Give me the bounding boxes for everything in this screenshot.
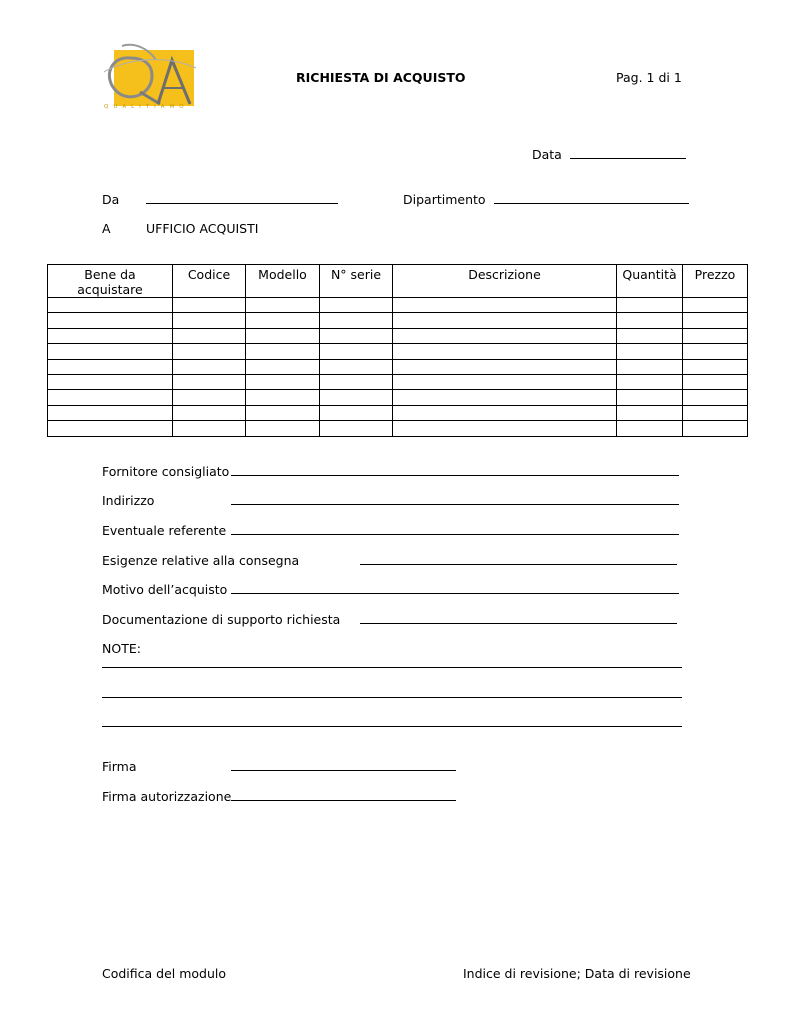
table-cell[interactable]	[320, 328, 393, 343]
table-cell[interactable]	[173, 421, 246, 436]
address-label: Indirizzo	[102, 493, 155, 508]
revision-info: Indice di revisione; Data di revisione	[463, 966, 691, 981]
table-cell[interactable]	[48, 344, 173, 359]
table-cell[interactable]	[617, 359, 683, 374]
table-cell[interactable]	[393, 313, 617, 328]
table-cell[interactable]	[246, 421, 320, 436]
department-field[interactable]	[403, 192, 689, 207]
address-field[interactable]	[231, 493, 679, 505]
column-header: Descrizione	[393, 265, 617, 298]
table-cell[interactable]	[393, 374, 617, 389]
table-header-row	[48, 265, 748, 298]
table-row	[48, 374, 748, 389]
table-cell[interactable]	[393, 405, 617, 420]
table-row	[48, 298, 748, 313]
signature-label: Firma	[102, 759, 137, 774]
table-cell[interactable]	[173, 359, 246, 374]
column-header: Codice	[173, 265, 246, 298]
table-cell[interactable]	[48, 328, 173, 343]
table-row	[48, 421, 748, 436]
table-cell[interactable]	[173, 374, 246, 389]
delivery-label: Esigenze relative alla consegna	[102, 553, 300, 568]
table-row	[48, 344, 748, 359]
table-cell[interactable]	[246, 374, 320, 389]
column-header: Prezzo	[683, 265, 748, 298]
table-cell[interactable]	[173, 328, 246, 343]
to-value: UFFICIO ACQUISTI	[146, 221, 259, 236]
table-cell[interactable]	[320, 405, 393, 420]
table-row	[48, 390, 748, 405]
table-cell[interactable]	[246, 313, 320, 328]
table-cell[interactable]	[48, 313, 173, 328]
table-cell[interactable]	[48, 359, 173, 374]
logo-subtext: QUALITIAMO	[104, 104, 189, 110]
table-cell[interactable]	[320, 313, 393, 328]
documentation-label: Documentazione di supporto richiesta	[102, 612, 341, 627]
table-cell[interactable]	[320, 298, 393, 313]
table-row	[48, 313, 748, 328]
table-cell[interactable]	[683, 328, 748, 343]
table-cell[interactable]	[683, 298, 748, 313]
table-cell[interactable]	[173, 390, 246, 405]
table-cell[interactable]	[173, 298, 246, 313]
notes-line[interactable]	[102, 686, 682, 698]
table-cell[interactable]	[683, 421, 748, 436]
table-cell[interactable]	[617, 298, 683, 313]
table-cell[interactable]	[683, 313, 748, 328]
table-cell[interactable]	[173, 313, 246, 328]
table-cell[interactable]	[683, 390, 748, 405]
table-cell[interactable]	[393, 344, 617, 359]
reason-field[interactable]	[231, 582, 679, 594]
table-row	[48, 405, 748, 420]
column-header: Modello	[246, 265, 320, 298]
table-cell[interactable]	[683, 405, 748, 420]
table-cell[interactable]	[246, 359, 320, 374]
notes-line[interactable]	[102, 656, 682, 668]
items-table	[47, 264, 748, 437]
table-cell[interactable]	[617, 421, 683, 436]
delivery-field[interactable]	[360, 553, 677, 565]
table-cell[interactable]	[48, 374, 173, 389]
column-header: Bene da acquistare	[48, 265, 173, 298]
signature-field[interactable]	[231, 759, 456, 771]
page-number: Pag. 1 di 1	[616, 70, 682, 85]
table-cell[interactable]	[246, 298, 320, 313]
table-cell[interactable]	[246, 405, 320, 420]
notes-label: NOTE:	[102, 641, 141, 656]
table-cell[interactable]	[48, 390, 173, 405]
form-code: Codifica del modulo	[102, 966, 227, 981]
table-cell[interactable]	[393, 359, 617, 374]
table-cell[interactable]	[683, 359, 748, 374]
date-label: Data	[532, 147, 562, 162]
documentation-field[interactable]	[360, 612, 677, 624]
table-cell[interactable]	[48, 405, 173, 420]
supplier-label: Fornitore consigliato	[102, 464, 230, 479]
to-label: A	[102, 221, 111, 236]
from-field[interactable]	[146, 192, 338, 204]
from-label: Da	[102, 192, 120, 207]
table-cell[interactable]	[393, 390, 617, 405]
notes-line[interactable]	[102, 715, 682, 727]
table-row	[48, 328, 748, 343]
contact-field[interactable]	[231, 523, 679, 535]
company-logo	[100, 42, 198, 114]
date-field[interactable]	[532, 147, 686, 162]
table-cell[interactable]	[617, 390, 683, 405]
column-header: Quantità	[617, 265, 683, 298]
table-cell[interactable]	[48, 421, 173, 436]
reason-label: Motivo dell’acquisto	[102, 582, 228, 597]
supplier-field[interactable]	[231, 464, 679, 476]
table-cell[interactable]	[320, 421, 393, 436]
table-cell[interactable]	[393, 421, 617, 436]
table-cell[interactable]	[617, 328, 683, 343]
table-cell[interactable]	[246, 390, 320, 405]
table-cell[interactable]	[246, 328, 320, 343]
contact-label: Eventuale referente	[102, 523, 227, 538]
table-cell[interactable]	[173, 405, 246, 420]
authorization-signature-label: Firma autorizzazione	[102, 789, 232, 804]
table-cell[interactable]	[617, 405, 683, 420]
department-label: Dipartimento	[403, 192, 486, 207]
table-cell[interactable]	[683, 374, 748, 389]
table-cell[interactable]	[617, 344, 683, 359]
table-row	[48, 359, 748, 374]
table-cell[interactable]	[320, 344, 393, 359]
table-cell[interactable]	[320, 374, 393, 389]
page-title: RICHIESTA DI ACQUISTO	[296, 70, 466, 85]
table-cell[interactable]	[48, 298, 173, 313]
table-cell[interactable]	[393, 328, 617, 343]
table-cell[interactable]	[683, 344, 748, 359]
authorization-signature-field[interactable]	[231, 789, 456, 801]
column-header: N° serie	[320, 265, 393, 298]
table-cell[interactable]	[393, 298, 617, 313]
table-cell[interactable]	[617, 374, 683, 389]
table-cell[interactable]	[173, 344, 246, 359]
table-cell[interactable]	[617, 313, 683, 328]
table-cell[interactable]	[320, 390, 393, 405]
table-cell[interactable]	[320, 359, 393, 374]
table-cell[interactable]	[246, 344, 320, 359]
